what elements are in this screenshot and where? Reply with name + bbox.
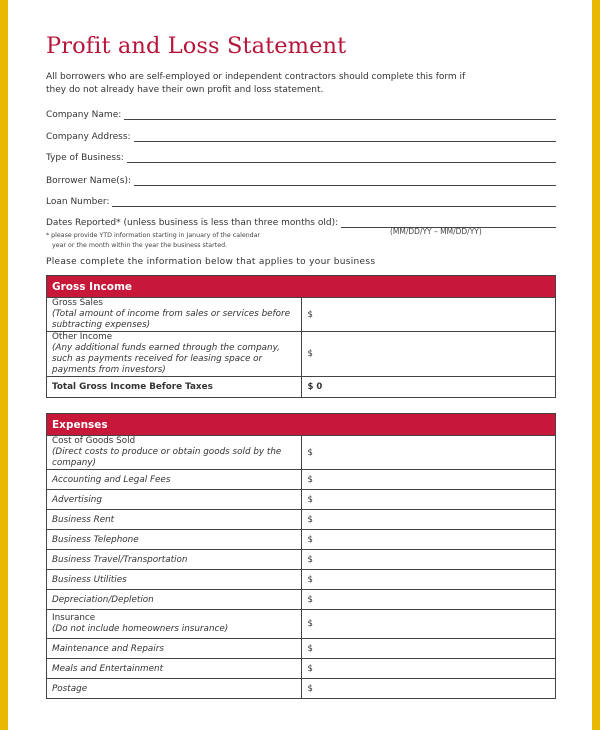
table-row <box>47 550 556 570</box>
cost-of-goods-desc: (Direct costs to produce or obtain goods sold by the company) <box>52 447 282 468</box>
date-format-hint: (MM/DD/YY – MM/DD/YY) <box>390 227 482 236</box>
other-income-cell <box>47 332 302 377</box>
footnote-line-1: * please provide YTD information starting in January of the calendar <box>46 232 261 239</box>
company-name-line[interactable] <box>124 110 556 120</box>
travel-amount[interactable]: $ <box>301 550 556 570</box>
accounting-label: Accounting and Legal Fees <box>47 470 302 490</box>
advertising-amount[interactable]: $ <box>301 490 556 510</box>
loan-number-label: Loan Number: <box>46 197 110 207</box>
type-of-business-line[interactable] <box>127 153 556 163</box>
intro-text: All borrowers who are self-employed or independent contractors should complete this form if they do not already have their own profit and loss statement. <box>46 72 466 95</box>
gross-income-table <box>46 275 556 398</box>
meals-label: Meals and Entertainment <box>47 659 302 679</box>
borrower-names-field[interactable] <box>46 174 556 186</box>
loan-number-field[interactable] <box>46 195 556 207</box>
other-income-desc: (Any additional funds earned through the company, such as payments received for leasing space or payments from investors) <box>52 343 280 375</box>
table-row <box>47 470 556 490</box>
table-row <box>47 570 556 590</box>
footnote-line-2: year or the month within the year the business started. <box>52 241 228 249</box>
insurance-cell <box>47 610 302 639</box>
table-row <box>47 530 556 550</box>
type-of-business-field[interactable] <box>46 151 556 163</box>
table-row <box>47 332 556 377</box>
gross-sales-cell <box>47 298 302 332</box>
company-name-field[interactable] <box>46 108 556 120</box>
cost-of-goods-amount[interactable]: $ <box>301 436 556 470</box>
borrower-names-line[interactable] <box>134 176 556 186</box>
gross-sales-amount[interactable]: $ <box>301 298 556 332</box>
dates-reported-label: Dates Reported* (unless business is less than three months old): <box>46 218 339 228</box>
table-row <box>47 610 556 639</box>
advertising-label: Advertising <box>47 490 302 510</box>
type-of-business-label: Type of Business: <box>46 153 124 163</box>
depreciation-label: Depreciation/Depletion <box>47 590 302 610</box>
cost-of-goods-cell <box>47 436 302 470</box>
footnote <box>46 231 260 250</box>
cost-of-goods-label: Cost of Goods Sold <box>52 436 136 446</box>
table-row <box>47 679 556 699</box>
document-page <box>8 0 592 730</box>
gross-income-header: Gross Income <box>47 276 556 298</box>
gross-sales-label: Gross Sales <box>52 298 103 308</box>
maintenance-label: Maintenance and Repairs <box>47 639 302 659</box>
insurance-amount[interactable]: $ <box>301 610 556 639</box>
total-gross-label: Total Gross Income Before Taxes <box>47 377 302 398</box>
total-gross-value: $ 0 <box>301 377 556 398</box>
company-name-label: Company Name: <box>46 110 122 120</box>
table-row <box>47 659 556 679</box>
other-income-amount[interactable]: $ <box>301 332 556 377</box>
company-address-label: Company Address: <box>46 132 131 142</box>
telephone-amount[interactable]: $ <box>301 530 556 550</box>
company-address-field[interactable] <box>46 130 556 142</box>
expenses-header: Expenses <box>47 414 556 436</box>
meals-amount[interactable]: $ <box>301 659 556 679</box>
instructions-text: Please complete the information below that applies to your business <box>46 257 376 267</box>
loan-number-line[interactable] <box>112 197 556 207</box>
table-row <box>47 639 556 659</box>
utilities-label: Business Utilities <box>47 570 302 590</box>
postage-amount[interactable]: $ <box>301 679 556 699</box>
table-row <box>47 436 556 470</box>
other-income-label: Other Income <box>52 332 113 342</box>
insurance-desc: (Do not include homeowners insurance) <box>52 624 229 634</box>
table-row <box>47 510 556 530</box>
expenses-table <box>46 413 556 699</box>
maintenance-amount[interactable]: $ <box>301 639 556 659</box>
company-address-line[interactable] <box>134 132 556 142</box>
gross-sales-desc: (Total amount of income from sales or services before subtracting expenses) <box>52 309 291 330</box>
travel-label: Business Travel/Transportation <box>47 550 302 570</box>
telephone-label: Business Telephone <box>47 530 302 550</box>
accounting-amount[interactable]: $ <box>301 470 556 490</box>
rent-amount[interactable]: $ <box>301 510 556 530</box>
postage-label: Postage <box>47 679 302 699</box>
page-title: Profit and Loss Statement <box>46 33 347 59</box>
utilities-amount[interactable]: $ <box>301 570 556 590</box>
table-row <box>47 298 556 332</box>
table-row <box>47 377 556 398</box>
borrower-names-label: Borrower Name(s): <box>46 176 131 186</box>
table-row <box>47 490 556 510</box>
table-row <box>47 590 556 610</box>
insurance-label: Insurance <box>52 613 96 623</box>
depreciation-amount[interactable]: $ <box>301 590 556 610</box>
rent-label: Business Rent <box>47 510 302 530</box>
